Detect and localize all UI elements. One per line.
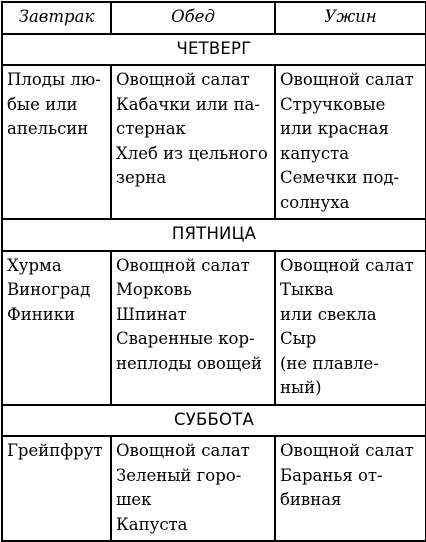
header-row: [2, 2, 426, 34]
menu-line: Хурма: [7, 255, 62, 275]
menu-line: Стручковые: [280, 94, 386, 114]
menu-line: Грейпфрут: [7, 441, 103, 460]
menu-line: Зеленый горо-: [116, 465, 242, 485]
menu-line: ный): [280, 378, 322, 397]
menu-line: Виноград: [7, 280, 91, 299]
menu-line: Овощной салат: [280, 255, 414, 275]
day-row: [2, 219, 426, 251]
menu-line: неплоды овощей: [116, 353, 262, 373]
menu-line: Овощной салат: [116, 70, 250, 89]
lunch-cell: [111, 251, 275, 405]
menu-line: бивная: [280, 490, 342, 509]
dinner-cell: [275, 65, 426, 219]
menu-line: Кабачки или па-: [116, 94, 260, 114]
table-body: [2, 34, 426, 542]
dinner-cell: [275, 251, 426, 405]
menu-line: Овощной салат: [116, 441, 250, 460]
day-row: [2, 34, 426, 66]
day-name-friday: ПЯТНИЦА: [2, 219, 426, 251]
header-dinner: Ужин: [275, 2, 426, 34]
menu-line: Баранья от-: [280, 465, 383, 485]
lunch-cell: [111, 65, 275, 219]
day-row: [2, 405, 426, 437]
menu-line: зерна: [116, 168, 167, 187]
day-name-saturday: СУББОТА: [2, 405, 426, 437]
menu-line: капуста: [280, 143, 350, 163]
menu-line: апельсин: [7, 119, 89, 138]
menu-line: Капуста: [116, 514, 188, 534]
menu-line: бые или: [7, 94, 78, 114]
meal-row-thursday: [2, 65, 426, 219]
menu-line: Тыква: [280, 280, 334, 299]
meal-plan-table: [1, 1, 426, 542]
menu-line: стернак: [116, 119, 186, 138]
menu-line: Овощной салат: [116, 255, 250, 275]
menu-line: Сыр: [280, 329, 317, 348]
day-name-thursday: ЧЕТВЕРГ: [2, 34, 426, 66]
breakfast-cell: [2, 251, 111, 405]
menu-line: Плоды лю-: [7, 70, 101, 89]
menu-line: или красная: [280, 119, 389, 138]
menu-line: Сваренные кор-: [116, 329, 255, 348]
menu-line: Морковь: [116, 280, 192, 299]
menu-line: Семечки под-: [280, 168, 400, 187]
menu-line: Овощной салат: [280, 441, 414, 460]
menu-line: (не плавле-: [280, 353, 379, 373]
menu-line: солнуха: [280, 192, 350, 212]
meal-row-saturday: [2, 436, 426, 541]
header-lunch: Обед: [111, 2, 275, 34]
breakfast-cell: [2, 436, 111, 541]
menu-line: Овощной салат: [280, 70, 414, 89]
menu-line: Хлеб из цельного: [116, 143, 268, 163]
menu-line: Финики: [7, 304, 75, 324]
meal-row-friday: [2, 251, 426, 405]
header-breakfast: Завтрак: [2, 2, 111, 34]
menu-line: Шпинат: [116, 304, 187, 324]
dinner-cell: [275, 436, 426, 541]
menu-line: шек: [116, 490, 152, 509]
lunch-cell: [111, 436, 275, 541]
menu-line: или свекла: [280, 304, 377, 324]
breakfast-cell: [2, 65, 111, 219]
